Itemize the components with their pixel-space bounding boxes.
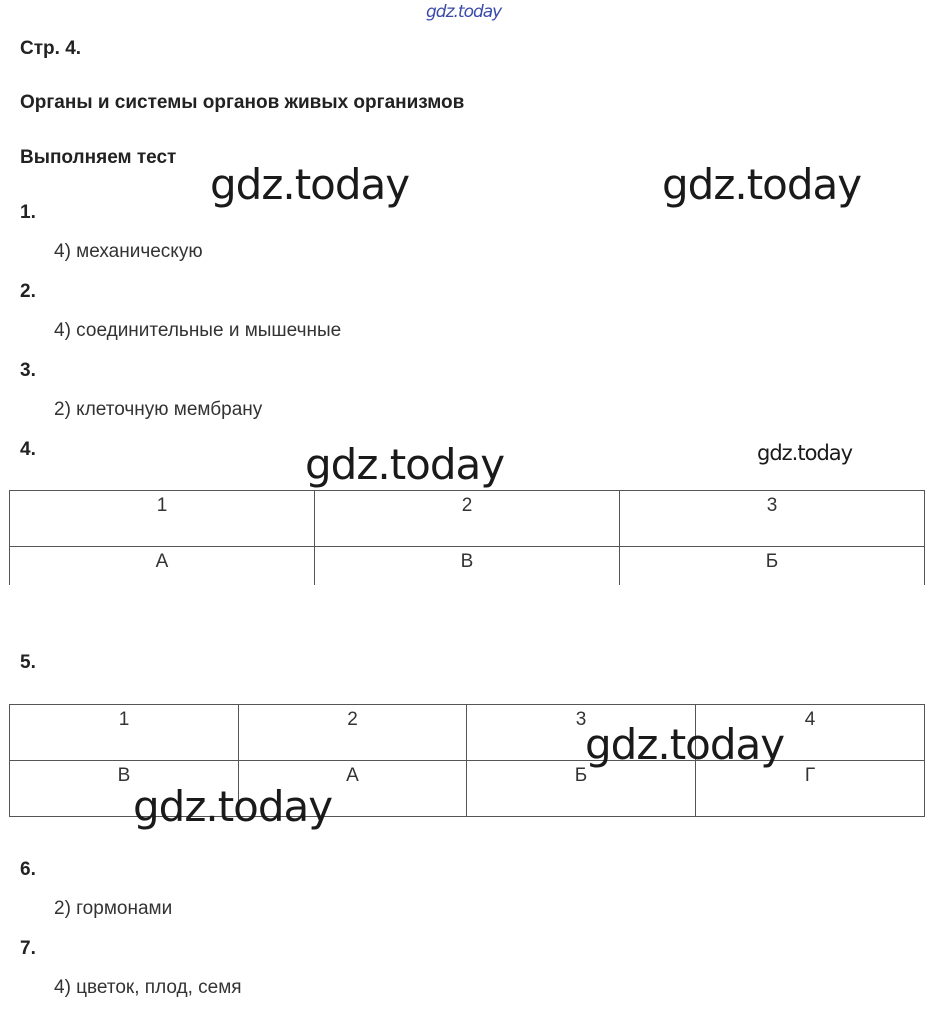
table-cell: 3 [620, 491, 925, 547]
watermark: gdz.today [585, 720, 785, 769]
table-cell: 2 [239, 705, 467, 761]
table-cell: А [10, 547, 315, 585]
answer-table-4 [9, 490, 925, 585]
watermark: gdz.today [133, 782, 333, 831]
question-answer: 4) соединительные и мышечные [54, 320, 342, 341]
section-title: Выполняем тест [20, 147, 177, 168]
topic-title: Органы и системы органов живых организмов [20, 92, 465, 113]
watermark: gdz.today [662, 160, 862, 209]
page-number: Стр. 4. [20, 38, 82, 59]
table-header-row [10, 705, 925, 761]
table-cell: А [239, 761, 467, 817]
question-answer: 2) гормонами [54, 898, 173, 919]
question-number: 5. [20, 652, 36, 673]
watermark: gdz.today [305, 440, 505, 489]
table-cell: 1 [10, 491, 315, 547]
table-cell: 4 [696, 705, 925, 761]
table-cell: Б [467, 761, 696, 817]
watermark: gdz.today [757, 441, 853, 465]
question-answer: 2) клеточную мембрану [54, 399, 263, 420]
table-cell: Б [620, 547, 925, 585]
question-answer: 4) цветок, плод, семя [54, 977, 242, 998]
table-cell: 1 [10, 705, 239, 761]
question-number: 3. [20, 360, 36, 381]
table-header-row [10, 491, 925, 547]
table-cell: 3 [467, 705, 696, 761]
table-cell: 2 [315, 491, 620, 547]
question-answer: 4) механическую [54, 241, 203, 262]
watermark: gdz.today [210, 160, 410, 209]
table-cell: В [315, 547, 620, 585]
table-cell: Г [696, 761, 925, 817]
question-number: 4. [20, 439, 36, 460]
table-cell: В [10, 761, 239, 817]
question-number: 6. [20, 859, 36, 880]
question-number: 1. [20, 202, 36, 223]
question-number: 2. [20, 281, 36, 302]
table-value-row [10, 547, 925, 585]
question-number: 7. [20, 938, 36, 959]
watermark-top: gdz.today [426, 2, 502, 22]
